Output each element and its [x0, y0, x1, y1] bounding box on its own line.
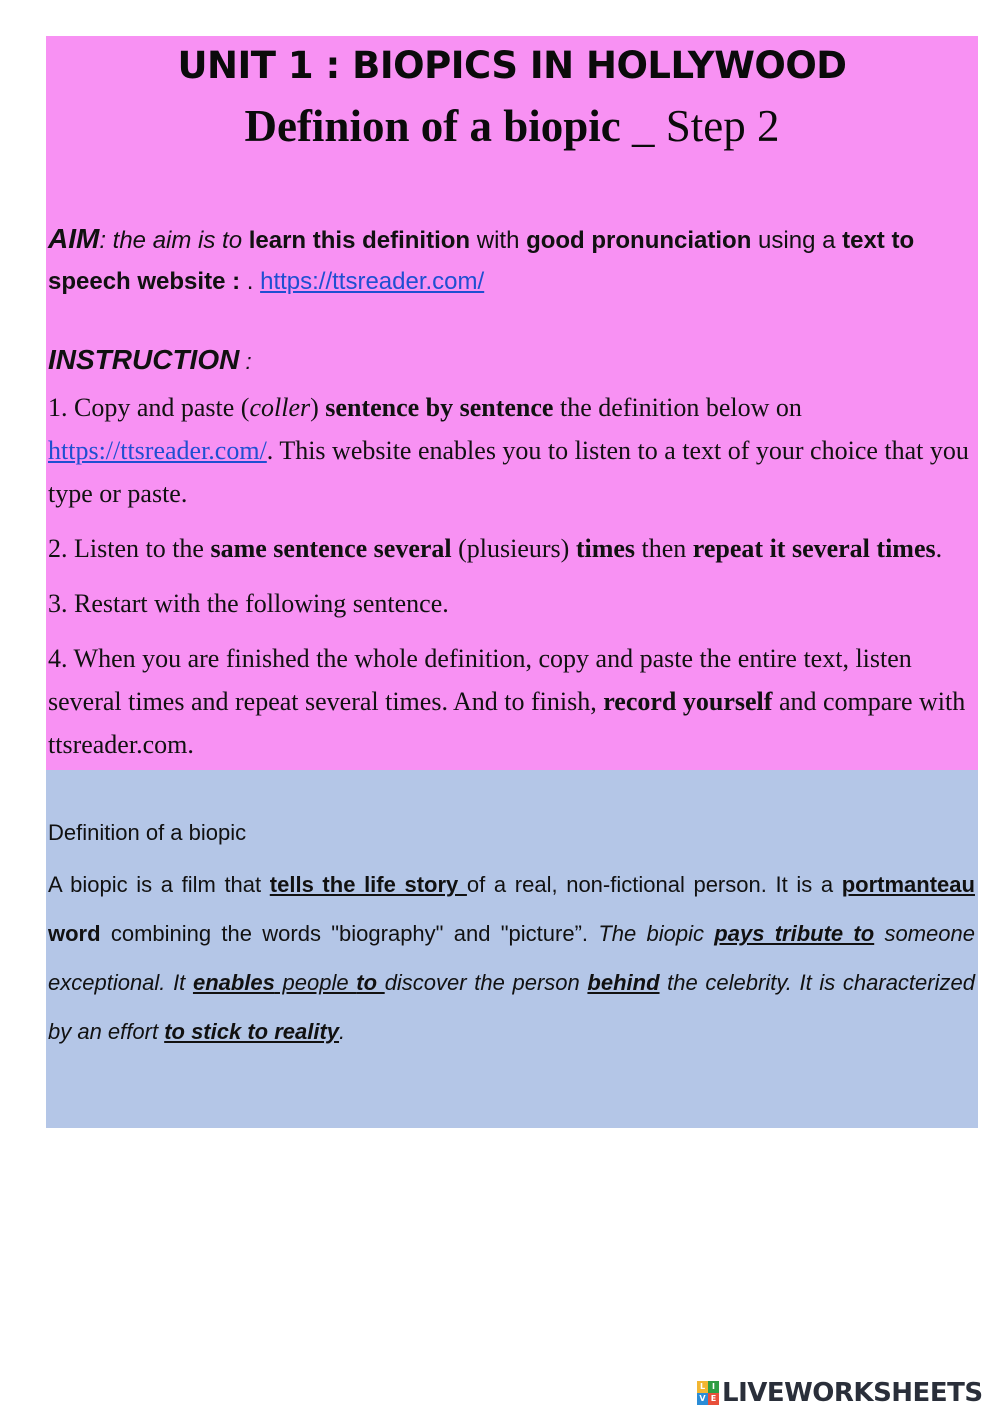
subtitle-bold: Definion of a biopic: [244, 101, 621, 151]
instruction-heading: [48, 344, 252, 376]
liveworksheets-logo: [697, 1378, 993, 1408]
step-2-text-b: (plusieurs): [451, 534, 576, 563]
def-key-stick-to-reality: to stick to reality: [164, 1019, 340, 1044]
def-key-word: word: [48, 921, 101, 946]
step-2-bold-3: repeat it several times: [692, 534, 936, 563]
aim-bold-3: text to speech website :: [48, 227, 915, 295]
def-key-pays-tribute: pays tribute to: [714, 921, 875, 946]
aim-text-1: : the aim is to: [99, 227, 249, 254]
aim-text-4: .: [240, 268, 261, 295]
step-1: [48, 386, 973, 515]
step-4-text-a: 4. When you are finished the whole definition, copy and paste the entire text, listen several times and repeat several times. And to finish,: [48, 644, 912, 716]
instruction-heading-colon: :: [239, 349, 252, 374]
step-4: [48, 637, 973, 766]
def-text-2: of a real, non-fictional person. It is a: [466, 872, 842, 897]
def-italic-1: The biopic: [598, 921, 715, 946]
logo-mark-letter: V: [697, 1393, 708, 1405]
aim-bold-1: learn this definition: [248, 227, 471, 254]
def-key-to: to: [356, 970, 385, 995]
def-key-life-story: tells the life story: [269, 872, 467, 897]
def-key-portmanteau: portmanteau: [841, 872, 975, 897]
aim-paragraph: [48, 218, 963, 302]
step-2-bold-1: same sentence several: [210, 534, 452, 563]
def-text-3: combining the words "biography" and "picture”.: [100, 921, 599, 946]
step-3: 3. Restart with the following sentence.: [48, 589, 449, 618]
step-1-bold: sentence by sentence: [325, 393, 554, 422]
definition-text: [48, 860, 975, 1056]
unit-title: UNIT 1 : BIOPICS IN HOLLYWOOD: [177, 44, 847, 87]
step-1-italic: coller: [249, 393, 311, 422]
def-italic-4: the celebrity. It is characterized by an effort: [48, 970, 975, 1044]
step-2: [48, 527, 973, 570]
aim-text-3: using a: [751, 227, 843, 254]
logo-mark-letter: I: [708, 1381, 719, 1393]
instructions-panel: [46, 36, 978, 770]
aim-text-2: with: [470, 227, 527, 254]
step-1-text-b: ): [310, 393, 326, 422]
logo-text: LIVEWORKSHEETS: [722, 1378, 983, 1408]
instruction-steps: [48, 386, 973, 778]
definition-title: Definition of a biopic: [48, 820, 247, 845]
definition-panel: [46, 770, 978, 1128]
page-subtitle: [46, 100, 978, 152]
step-2-text-d: .: [935, 534, 943, 563]
step-1-text-d: . This website enables you to listen to a text of your choice that you type or paste.: [48, 436, 969, 508]
step-1-text-a: 1. Copy and paste (: [48, 393, 250, 422]
def-key-behind: behind: [587, 970, 660, 995]
logo-mark-letter: L: [697, 1381, 708, 1393]
def-italic-3: discover the person: [384, 970, 588, 995]
subtitle-step: _ Step 2: [620, 101, 780, 151]
def-italic-2: someone exceptional. It: [48, 921, 975, 995]
step-2-text-a: 2. Listen to the: [48, 534, 211, 563]
step-2-bold-2: times: [575, 534, 636, 563]
step-2-text-c: then: [635, 534, 693, 563]
def-italic-5: .: [339, 1019, 346, 1044]
def-text-1: A biopic is a film that: [48, 872, 270, 897]
logo-mark-letter: E: [708, 1393, 719, 1405]
aim-bold-2: good pronunciation: [526, 227, 752, 254]
step-1-link[interactable]: https://ttsreader.com/: [48, 436, 267, 465]
logo-mark-icon: [697, 1381, 719, 1405]
step-4-bold: record yourself: [603, 687, 773, 716]
aim-label: AIM: [48, 223, 100, 254]
def-key-people: people: [274, 970, 357, 995]
aim-link[interactable]: https://ttsreader.com/: [260, 268, 485, 295]
step-1-text-c: the definition below on: [553, 393, 802, 422]
instruction-heading-text: INSTRUCTION: [48, 344, 240, 375]
step-4-text-b: and compare with ttsreader.com.: [48, 687, 966, 759]
def-key-enables: enables: [192, 970, 275, 995]
